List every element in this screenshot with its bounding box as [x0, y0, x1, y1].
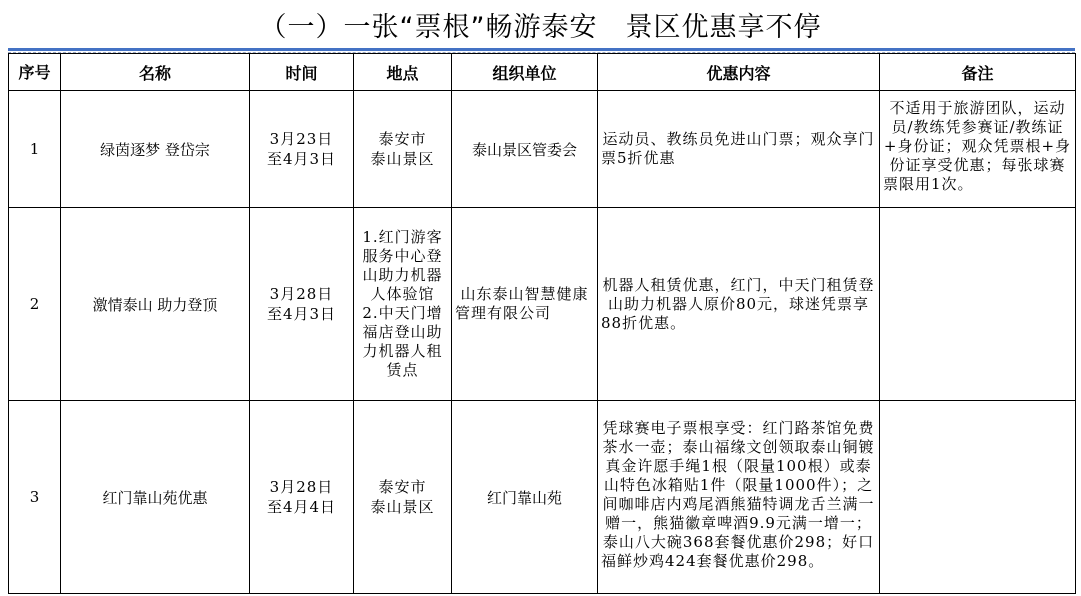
page-title: （一）一张“票根”畅游泰安 景区优惠享不停	[259, 11, 822, 43]
cell-seq: 3	[9, 401, 61, 594]
cell-place	[354, 91, 452, 208]
table-header-row	[9, 54, 1076, 91]
table-row	[9, 91, 1076, 208]
cell-time	[250, 208, 354, 401]
header-seq: 序号	[9, 54, 61, 91]
cell-name: 激情泰山 助力登顶	[61, 208, 250, 401]
cell-org: 泰山景区管委会	[452, 91, 598, 208]
cell-name: 绿茵逐梦 登岱宗	[61, 91, 250, 208]
table-row	[9, 208, 1076, 401]
cell-offer: 机器人租赁优惠，红门，中天门租赁登山助力机器人原价80元，球迷凭票享88折优惠。	[598, 208, 880, 401]
cell-place-text: 泰安市 泰山景区	[370, 478, 435, 516]
header-org: 组织单位	[452, 54, 598, 91]
header-note: 备注	[880, 54, 1076, 91]
cell-time-text: 3月28日 至4月4日	[266, 478, 337, 516]
cell-place: 1.红门游客服务中心登山助力机器人体验馆 2.中天门增福店登山助力机器人租赁点	[354, 208, 452, 401]
cell-note	[880, 208, 1076, 401]
header-name: 名称	[61, 54, 250, 91]
cell-seq: 1	[9, 91, 61, 208]
cell-offer: 运动员、教练员免进山门票；观众享门票5折优惠	[598, 91, 880, 208]
cell-time-text: 3月28日 至4月3日	[266, 285, 337, 323]
cell-note	[880, 91, 1076, 208]
cell-time	[250, 401, 354, 594]
promotion-table	[8, 53, 1076, 594]
cell-note	[880, 401, 1076, 594]
cell-place-text: 泰安市 泰山景区	[370, 130, 435, 168]
cell-note-text: 不适用于旅游团队，运动员/教练凭参赛证/教练证+身份证；观众凭票根+身份证享受优惠；每张球赛票限用1次。	[883, 99, 1072, 193]
cell-offer	[598, 401, 880, 594]
cell-offer-text: 凭球赛电子票根享受：红门路茶馆免费茶水一壶；泰山福缘文创领取泰山铜镀真金许愿手绳1根（限量100根）或泰山特色冰箱贴1件（限量1000件）；之间咖啡店内鸡尾酒熊猫特调龙舌兰满一赠一，熊猫徽章啤酒9.9元满一增一；泰山八大碗368套餐优惠价298；好口福鲜炒鸡424套餐优惠价298。	[601, 419, 875, 570]
cell-seq: 2	[9, 208, 61, 401]
cell-time	[250, 91, 354, 208]
cell-time-text: 3月23日 至4月3日	[266, 130, 337, 168]
cell-org: 山东泰山智慧健康管理有限公司	[452, 208, 598, 401]
header-offer: 优惠内容	[598, 54, 880, 91]
cell-place	[354, 401, 452, 594]
cell-org: 红门靠山苑	[452, 401, 598, 594]
cell-name: 红门靠山苑优惠	[61, 401, 250, 594]
title-underline	[8, 48, 1075, 51]
header-time: 时间	[250, 54, 354, 91]
table-row	[9, 401, 1076, 594]
header-place: 地点	[354, 54, 452, 91]
